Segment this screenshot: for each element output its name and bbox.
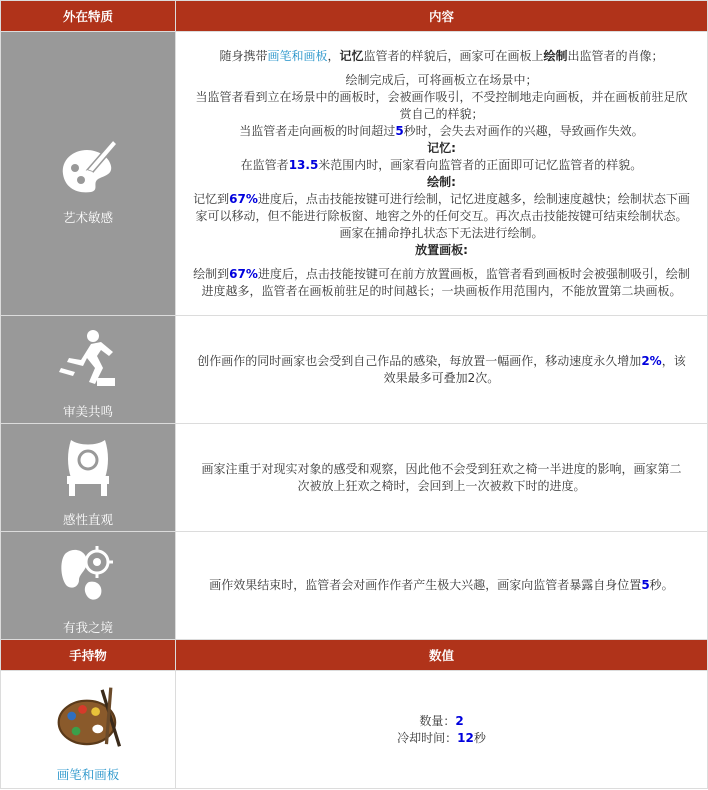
trait-description xyxy=(176,532,708,640)
cooldown-value: 12 xyxy=(457,730,474,745)
trait-row xyxy=(1,316,708,424)
palette-brushes-icon xyxy=(50,679,126,755)
trait-cell-perceptual-intuition xyxy=(1,424,176,532)
trait-paragraph xyxy=(192,48,691,65)
trait-paragraph: 画家注重于对现实对象的感受和观察，因此他不会受到狂欢之椅一半进度的影响，画家第二次被放上狂欢之椅时，会回到上一次被救下时的进度。 xyxy=(201,461,682,493)
footprint-target-icon xyxy=(53,540,123,610)
trait-row xyxy=(1,424,708,532)
trait-row xyxy=(1,32,708,316)
running-figure-icon xyxy=(53,324,123,394)
trait-description xyxy=(176,316,708,424)
section-heading: 放置画板: xyxy=(415,242,468,257)
quantity-label: 数量： xyxy=(419,713,456,728)
item-link[interactable]: 画笔和画板 xyxy=(267,48,328,63)
header-row xyxy=(1,1,708,32)
header-col-traits: 外在特质 xyxy=(1,1,176,32)
trait-paragraph: 绘制完成后，可将画板立在场景中； xyxy=(345,72,538,87)
quantity-value: 2 xyxy=(455,713,464,728)
highlight-number: 67% xyxy=(229,266,258,281)
text-span: 进度后，点击技能按键可在前方放置画板，监管者看到画板时会被强制吸引，绘制进度越多，监管者在画板前驻足的时间越长；一块画板作用范围内，不能放置第二块画板。 xyxy=(201,266,690,298)
trait-cell-self-realm xyxy=(1,532,176,640)
item-cell xyxy=(1,671,176,789)
text-span: 监管者的样貌后，画家可在画板上 xyxy=(363,48,544,63)
text-span: 画作效果结束时，监管者会对画作作者产生极大兴趣，画家向监管者暴露自身位置 xyxy=(209,578,642,592)
item-name-link[interactable]: 画笔和画板 xyxy=(56,766,120,782)
text-span: 随身携带 xyxy=(219,48,268,63)
trait-name: 感性直观 xyxy=(62,511,113,527)
paint-brush-palette-icon xyxy=(53,132,123,202)
text-span: ， xyxy=(327,48,340,63)
text-span: 记忆到 xyxy=(193,191,230,206)
item-row xyxy=(1,671,708,789)
bold-text: 记忆 xyxy=(339,48,364,63)
text-span: 进度后，点击技能按键可进行绘制，记忆进度越多，绘制速度越快；绘制状态下画家可以移动，但不能进行除板窗、地窖之外的任何交互。再次点击技能按键可结束绘制状态。画家在捕命挣扎状态下无法进行绘制。 xyxy=(195,191,690,240)
trait-paragraph xyxy=(192,266,691,300)
trait-name: 艺术敏感 xyxy=(62,209,113,225)
header-col-values: 数值 xyxy=(176,640,708,671)
header-row xyxy=(1,640,708,671)
text-span: 秒时，会失去对画作的兴趣，导致画作失效。 xyxy=(403,123,644,138)
cooldown-line xyxy=(176,730,707,747)
section-heading: 绘制: xyxy=(427,174,456,189)
trait-cell-art-sensitivity xyxy=(1,32,176,316)
highlight-number: 13.5 xyxy=(288,157,319,172)
cooldown-unit: 秒 xyxy=(473,730,486,745)
text-span: 创作画作的同时画家也会受到自己作品的感染，每放置一幅画作，移动速度永久增加 xyxy=(197,353,642,368)
highlight-number: 67% xyxy=(229,191,258,206)
text-span: 出监管者的肖像； xyxy=(567,48,664,63)
trait-cell-aesthetic-resonance xyxy=(1,316,176,424)
ornate-chair-icon xyxy=(53,432,123,502)
text-span: 米范围内时，画家看向监管者的正面即可记忆监管者的样貌。 xyxy=(318,157,643,172)
trait-paragraph: 当监管者看到立在场景中的画板时，会被画作吸引，不受控制地走向画板，并在画板前驻足欣赏自己的样貌； xyxy=(195,89,688,121)
quantity-line xyxy=(176,713,707,730)
text-span: 当监管者走向画板的时间超过 xyxy=(239,123,396,138)
highlight-number: 2% xyxy=(641,353,662,368)
highlight-number: 5 xyxy=(395,123,404,138)
highlight-number: 5 xyxy=(641,578,650,592)
trait-paragraph xyxy=(192,157,691,174)
trait-paragraph xyxy=(192,123,691,140)
text-span: ，该效果最多可叠加2次。 xyxy=(383,353,686,385)
cooldown-label: 冷却时间： xyxy=(397,730,458,745)
text-span: 在监管者 xyxy=(240,157,289,172)
item-values xyxy=(176,671,708,789)
header-col-item: 手持物 xyxy=(1,640,176,671)
bold-text: 绘制 xyxy=(543,48,568,63)
trait-row xyxy=(1,532,708,640)
text-span: 绘制到 xyxy=(193,266,230,281)
trait-description xyxy=(176,424,708,532)
trait-paragraph xyxy=(196,577,687,594)
header-col-content: 内容 xyxy=(176,1,708,32)
section-heading: 记忆: xyxy=(427,140,456,155)
text-span: 秒。 xyxy=(649,578,674,592)
trait-paragraph xyxy=(196,353,687,387)
trait-name: 审美共鸣 xyxy=(62,403,113,419)
trait-paragraph xyxy=(192,191,691,242)
trait-description xyxy=(176,32,708,316)
trait-name: 有我之境 xyxy=(62,619,113,635)
